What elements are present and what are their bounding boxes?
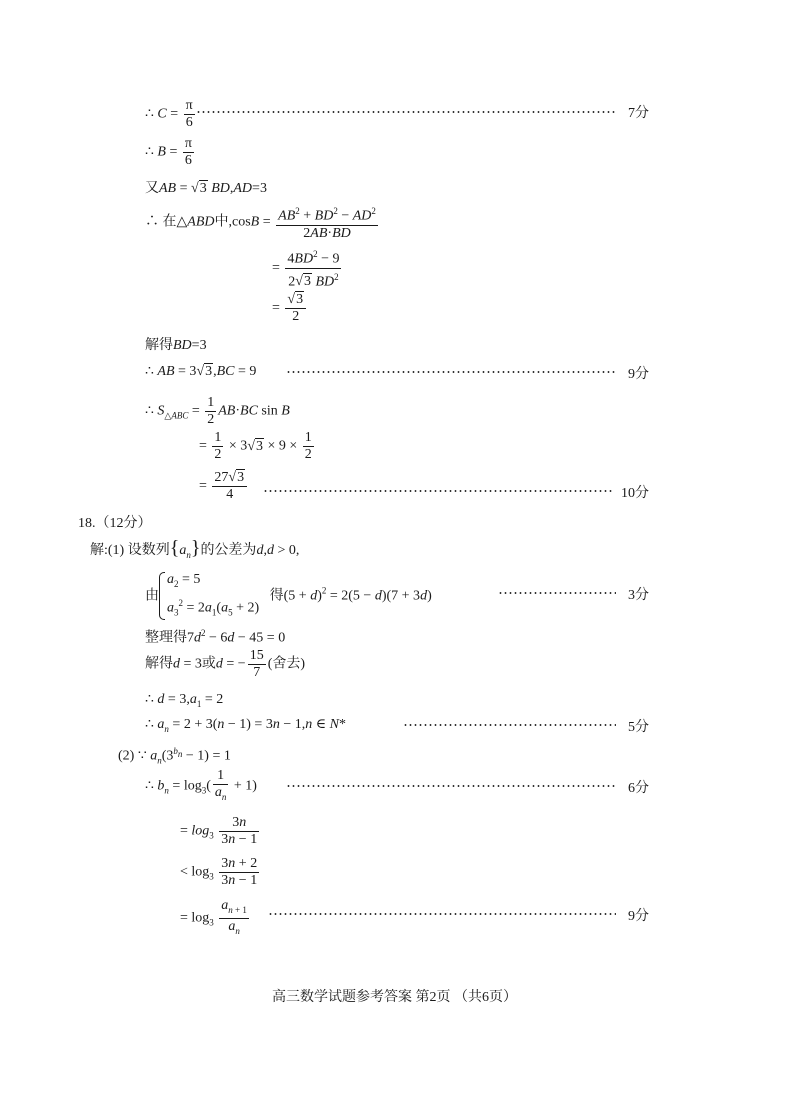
line-area-result: = $\frac{27√3}{4}$ [199,470,249,503]
line-bd-3: 解得BD=3 [145,338,207,353]
leader-dots [498,592,616,594]
line-bn: ∴ $b_n = \log_3$( $\frac{1}{a_n}$ + 1) [145,768,257,802]
line-bn-step3: = $\log_3$ $\frac{a_{n + 1}}{a_n}$ [180,898,247,936]
leader-dots [263,490,613,492]
leader-dots [403,724,616,726]
line-cosb-step2: = $\frac{√3}{2}$ [272,292,308,325]
line-area-calc: = $\frac{1}{2}$ × 3√3 × 9 × $\frac{1}{2}$ [199,430,312,462]
line-part2: (2) ∵ $a_n(3^{b_n} - 1) = 1$ [118,746,231,766]
score-5: 5分 [628,720,649,735]
leader-dots [286,371,616,373]
leader-dots [196,111,616,113]
question-18-heading: 18.（12分） [78,516,152,531]
line-solve-d: 解得d = 3或d = − $\frac{15}{7}$ (舍去) [145,648,306,680]
score-7: 7分 [628,106,649,121]
line-simplify: 整理得$7d^2 - 6d - 45 = 0$ [145,628,286,646]
score-3: 3分 [628,588,649,603]
line-b-pi-6: ∴ B = $\frac{\pi}{6}$ [145,136,192,168]
leader-dots [268,913,616,915]
line-c-pi-6: ∴ C = $\frac{\pi}{6}$ [145,98,193,130]
line-bn-step2: < $\log_3$ $\frac{3n + 2}{3n - 1}$ [180,856,258,888]
line-ab-bc: ∴ AB = 3√3,BC = 9 [145,364,257,379]
line-system: 由 $a_2 = 5$ $a_3^2 = 2a_1(a_5 + 2)$ 得$(5 + d)^2 = 2(5 - d)(7 + 3d)$ [145,570,432,622]
score-10: 10分 [621,486,649,501]
line-sol1: 解:(1) 设数列$\{a_n\}$的公差为d,d > 0, [90,537,300,560]
line-area-formula: ∴ $S_{\triangle ABC}$ = $\frac{1}{2}$ AB·BC sin B [145,395,290,427]
line-bn-step1: = $\log_3$ $\frac{3n}{3n - 1}$ [180,815,258,847]
page-footer: 高三数学试题参考答案 第2页 （共6页） [272,990,517,1005]
leader-dots [286,785,616,787]
line-cosb-step1: = $\frac{4BD^2 - 9}{2√3 BD^2}$ [272,246,343,290]
score-9: 9分 [628,367,649,382]
line-ab-sqrt3-bd: 又AB = √3 BD,AD=3 [145,181,267,196]
line-cosb: ∴ 在△ABD中,cosB = $\frac{AB^2 + BD^2 - AD^2}{2AB\cdot BD}$ [145,203,380,242]
line-d-a1: ∴ $d = 3,a_1 = 2$ [145,692,224,709]
score-9b: 9分 [628,909,649,924]
line-an: ∴ $a_n = 2 + 3(n - 1) = 3n - 1,n$ ∈ N* [145,717,346,734]
score-6: 6分 [628,781,649,796]
